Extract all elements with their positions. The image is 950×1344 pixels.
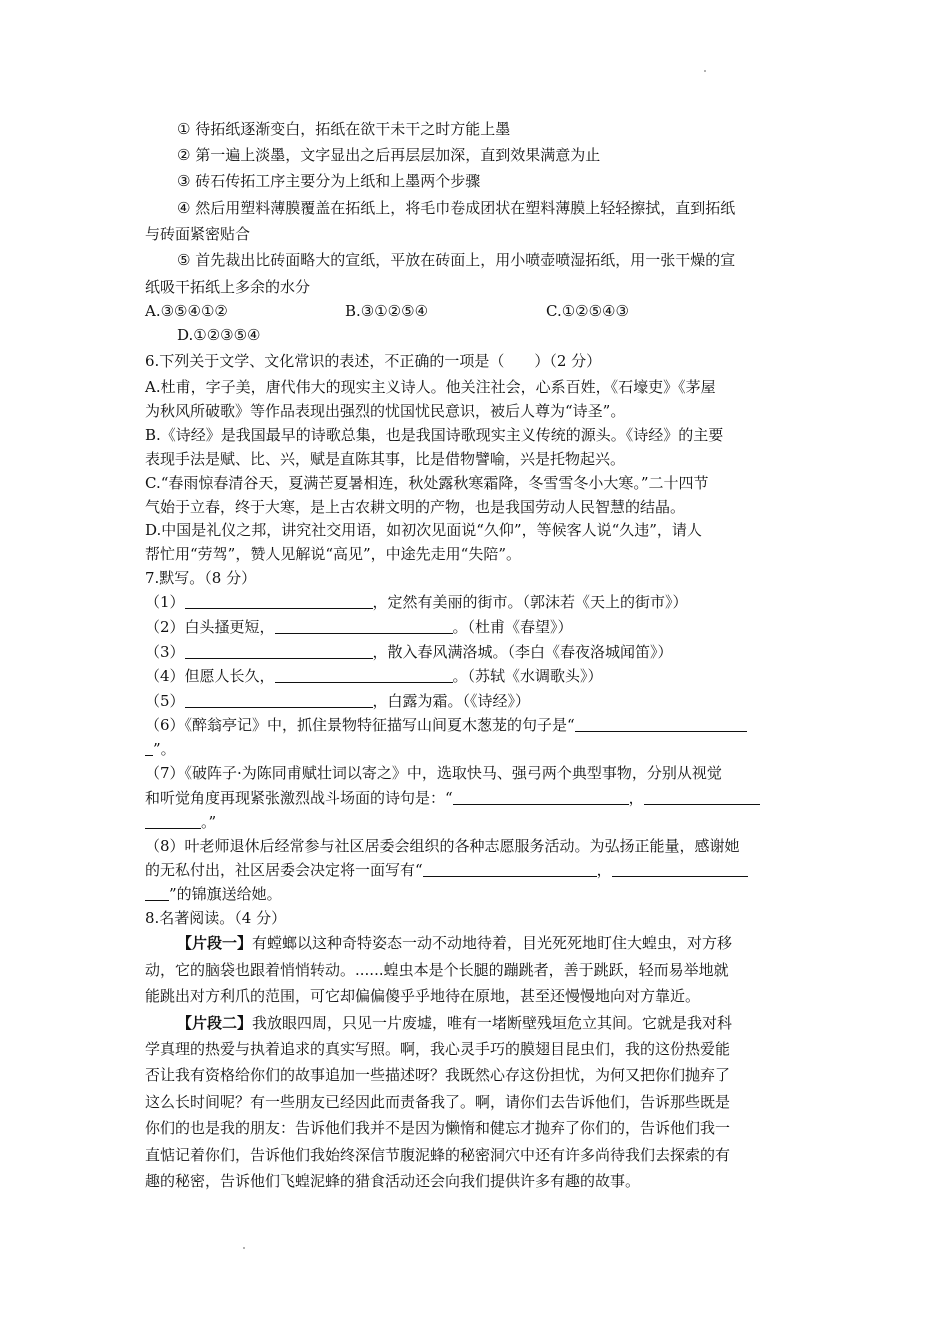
answer-blank[interactable] — [612, 862, 748, 877]
passage-tag: 【片段一】 — [177, 934, 253, 952]
q7-item-4 — [145, 665, 603, 686]
q8-passage-2-line — [177, 1012, 732, 1033]
q7-item-8-blanks — [145, 859, 748, 880]
q6-line: B.《诗经》是我国最早的诗歌总集，也是我国诗歌现实主义传统的源头。《诗经》的主要 — [145, 426, 724, 444]
q7-item-6 — [145, 714, 747, 735]
q7-item-7-blanks — [145, 787, 760, 808]
q6-line: A.杜甫，字子美，唐代伟大的现实主义诗人。他关注社会，心系百姓，《石壕吏》《茅屋 — [145, 378, 716, 396]
q7-item-text: （3） — [145, 643, 185, 661]
answer-blank[interactable] — [145, 741, 153, 756]
answer-blank[interactable] — [644, 790, 760, 805]
q6-line: 气始于立春，终于大寒，是上古农耕文明的产物，也是我国劳动人民智慧的结晶。 — [145, 498, 686, 516]
q8-passage-1-line: 动，它的脑袋也跟着悄悄转动。......蝗虫本是个长腿的蹦跳者，善于跳跃，轻而易举地就 — [145, 961, 729, 979]
step-line: ② 第一遍上淡墨，文字显出之后再层层加深，直到效果满意为止 — [177, 146, 601, 164]
q7-item-2 — [145, 616, 573, 637]
q7-item-text: ，散入春风满洛城。（李白《春夜洛城闻笛》） — [372, 643, 673, 661]
q8-passage-1-line — [177, 932, 732, 953]
q7-item-text: （2）白头搔更短， — [145, 618, 275, 636]
q5-option-a: A.③⑤④①② — [145, 302, 228, 320]
q5-option-d: D.①②③⑤④ — [177, 326, 261, 344]
answer-blank[interactable] — [453, 790, 629, 805]
footer-mark — [243, 1247, 245, 1249]
q7-item-8-end — [145, 883, 282, 904]
step-line: ④ 然后用塑料薄膜覆盖在拓纸上，将毛巾卷成团状在塑料薄膜上轻轻擦拭，直到拓纸 — [177, 199, 736, 217]
q7-item-5 — [145, 690, 530, 711]
q6-line: C.“春雨惊春清谷天，夏满芒夏暑相连，秋处露秋寒霜降，冬雪雪冬小大寒。”二十四节 — [145, 474, 709, 492]
step-line: 纸吸干拓纸上多余的水分 — [145, 278, 311, 296]
q7-item-text: 。（杜甫《春望》） — [452, 618, 573, 636]
q7-item-text: ，定然有美丽的街市。（郭沫若《天上的街市》） — [372, 593, 688, 611]
q7-item-1 — [145, 591, 688, 612]
q7-item-6-end — [145, 738, 176, 759]
step-line: 与砖面紧密贴合 — [145, 225, 251, 243]
q8-stem: 8.名著阅读。（4 分） — [145, 909, 287, 927]
answer-blank[interactable] — [185, 594, 373, 609]
q5-option-c: C.①②⑤④③ — [546, 302, 629, 320]
q7-item-text: ，白露为霜。（《诗经》） — [372, 692, 531, 710]
q7-stem: 7.默写。（8 分） — [145, 569, 257, 587]
answer-blank[interactable] — [145, 886, 169, 901]
passage-tag: 【片段二】 — [177, 1014, 253, 1032]
q7-item-text: 的无私付出，社区居委会决定将一面写有“ — [145, 861, 423, 879]
q8-passage-2-line: 你们的也是我的朋友：告诉他们我并不是因为懒惰和健忘才抛弃了你们的，告诉他们我一 — [145, 1119, 731, 1137]
q7-item-text: ， — [596, 861, 612, 879]
q8-passage-2-line: 学真理的热爱与执着追求的真实写照。啊，我心灵手巧的膜翅目昆虫们，我的这份热爱能 — [145, 1040, 731, 1058]
answer-blank[interactable] — [185, 644, 373, 659]
q7-item-text: 。” — [201, 813, 217, 831]
answer-blank[interactable] — [423, 862, 597, 877]
q7-item-text: （6）《醉翁亭记》中，抓住景物特征描写山间夏木葱茏的句子是“ — [145, 716, 575, 734]
q7-item-text: ”。 — [153, 740, 176, 758]
q6-line: 为秋风所破歌》等作品表现出强烈的忧国忧民意识，被后人尊为“诗圣”。 — [145, 402, 626, 420]
q7-item-3 — [145, 641, 673, 662]
q6-stem: 6.下列关于文学、文化常识的表述，不正确的一项是（ ）（2 分） — [145, 352, 602, 370]
corner-mark — [704, 70, 706, 72]
q6-line: 表现手法是赋、比、兴，赋是直陈其事，比是借物譬喻，兴是托物起兴。 — [145, 450, 626, 468]
q6-line: D.中国是礼仪之邦，讲究社交用语，如初次见面说“久仰”，等候客人说“久违”，请人 — [145, 521, 702, 539]
passage-text: 有螳螂以这种奇特姿态一动不动地待着，目光死死地盯住大蝗虫，对方移 — [252, 934, 733, 952]
q7-item-text: （4）但愿人长久， — [145, 667, 275, 685]
q7-item-7: （7）《破阵子·为陈同甫赋壮词以寄之》中，选取快马、强弓两个典型事物，分别从视觉 — [145, 764, 722, 782]
answer-blank[interactable] — [275, 668, 453, 683]
q7-item-text: （5） — [145, 692, 185, 710]
q7-item-text: ”的锦旗送给她。 — [169, 885, 282, 903]
answer-blank[interactable] — [145, 814, 201, 829]
answer-blank[interactable] — [575, 717, 747, 732]
answer-blank[interactable] — [275, 619, 453, 634]
q7-item-text: 和听觉角度再现紧张激烈战斗场面的诗句是：“ — [145, 789, 453, 807]
step-line: ③ 砖石传拓工序主要分为上纸和上墨两个步骤 — [177, 172, 481, 190]
step-line: ① 待拓纸逐渐变白，拓纸在欲干未干之时方能上墨 — [177, 120, 511, 138]
q7-item-7-end — [145, 811, 216, 832]
step-line: ⑤ 首先裁出比砖面略大的宣纸，平放在砖面上，用小喷壶喷湿拓纸，用一张干燥的宣 — [177, 251, 736, 269]
q7-item-text: 。（苏轼《水调歌头》） — [452, 667, 603, 685]
q7-item-8: （8）叶老师退休后经常参与社区居委会组织的各种志愿服务活动。为弘扬正能量，感谢她 — [145, 837, 740, 855]
q7-item-text: ， — [628, 789, 644, 807]
passage-text: 我放眼四周，只见一片废墟，唯有一堵断壁残垣危立其间。它就是我对科 — [252, 1014, 733, 1032]
answer-blank[interactable] — [185, 693, 373, 708]
q8-passage-2-line: 直惦记着你们，告诉他们我始终深信节腹泥蜂的秘密洞穴中还有许多尚待我们去探索的有 — [145, 1146, 731, 1164]
q5-option-b: B.③①②⑤④ — [345, 302, 429, 320]
q7-item-text: （1） — [145, 593, 185, 611]
q8-passage-2-line: 趣的秘密，告诉他们飞蝗泥蜂的猎食活动还会向我们提供许多有趣的故事。 — [145, 1172, 641, 1190]
q8-passage-1-line: 能跳出对方利爪的范围，可它却偏偏傻乎乎地待在原地，甚至还慢慢地向对方靠近。 — [145, 987, 701, 1005]
q6-line: 帮忙用“劳驾”，赞人见解说“高见”，中途先走用“失陪”。 — [145, 545, 522, 563]
q8-passage-2-line: 这么长时间呢？有一些朋友已经因此而责备我了。啊，请你们去告诉他们，告诉那些既是 — [145, 1093, 731, 1111]
q8-passage-2-line: 否让我有资格给你们的故事追加一些描述呀？我既然心存这份担忧，为何又把你们抛弃了 — [145, 1066, 731, 1084]
